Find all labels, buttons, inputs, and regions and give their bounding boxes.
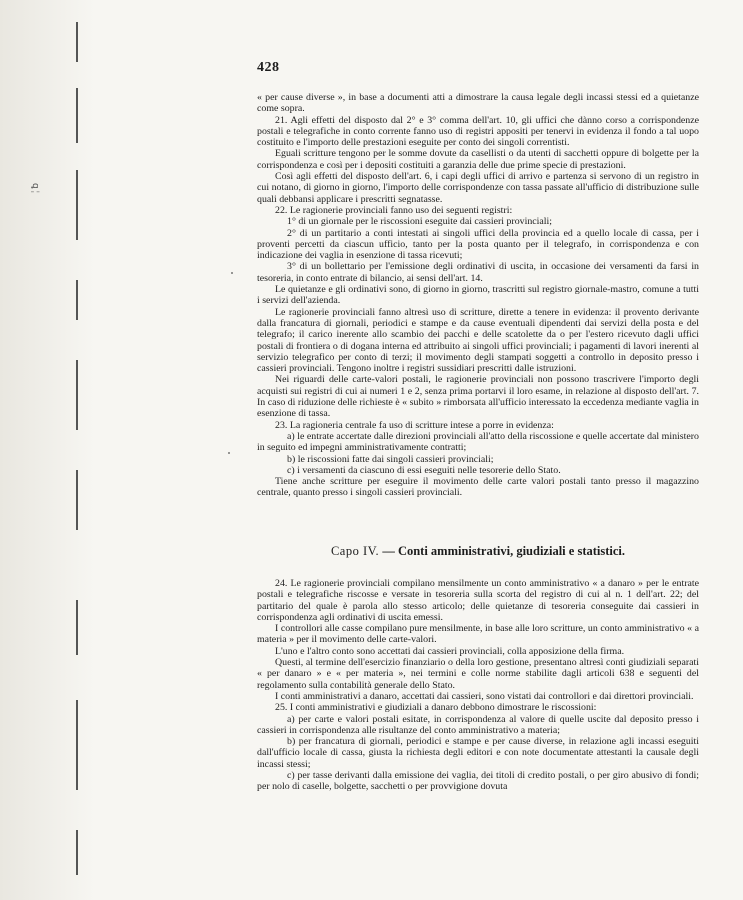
paragraph: 3° di un bollettario per l'emissione degli ordinativi di uscita, in occasione dei versamenti da farsi in tesoreria, in conto entrate di bilancio, ai sensi dell'art. 14. (257, 261, 699, 284)
margin-rule (76, 280, 78, 320)
margin-rule (76, 700, 78, 790)
paragraph: 21. Agli effetti del disposto dal 2° e 3° comma dell'art. 10, gli uffici che dànno corso a corrispondenze postali e telegrafiche in conto corrente fanno uso di registri appositi per tenervi in evidenza il fondo a tal uopo costituito e l'importo delle prestazioni eseguite per conto dei singoli correntisti. (257, 114, 699, 149)
paragraph: 24. Le ragionerie provinciali compilano mensilmente un conto amministrativo « a danaro » per le entrate postali e telegrafiche riscosse e versate in tesoreria sulla scorta del registro di cui al n. 1 dell'art. 22; del partitario del quale è parola allo stesso articolo; delle quietanze di tesoreria conseguite dai cassieri in corrispondenza agli ordinativi di uscita emessi. (257, 578, 699, 623)
paragraph: b) le riscossioni fatte dai singoli cassieri provinciali; (287, 453, 494, 465)
margin-rule (76, 830, 78, 875)
paragraph: c) per tasse derivanti dalla emissione dei vaglia, dei titoli di credito postali, o per giro abusivo di fondi; per nolo di caselle, bolgette, sacchetti o per provvigione dovuta (257, 770, 699, 793)
margin-rule (76, 88, 78, 143)
paragraph: 22. Le ragionerie provinciali fanno uso dei seguenti registri: (275, 204, 513, 216)
paragraph: Tiene anche scritture per eseguire il movimento delle carte valori postali tanto presso il magazzino centrale, quanto presso i singoli cassieri provinciali. (257, 476, 699, 499)
body-text-section-2 (257, 578, 699, 793)
paragraph: Nei riguardi delle carte-valori postali, le ragionerie provinciali non possono trascrivere l'importo degli acquisti sui registri di cui ai numeri 1 e 2, senza prima portarvi il loro esame, in relazione al disposto dell'art. 7. In caso di riduzione delle richieste è « subito » rimborsata all'ufficio interessato la eccedenza mediante vaglia in esenzione di tassa. (257, 374, 699, 420)
paragraph: 23. La ragioneria centrale fa uso di scritture intese a porre in evidenza: (275, 419, 554, 431)
paragraph: Le ragionerie provinciali fanno altresì uso di scritture, dirette a tenere in evidenza: il provento derivante dalla francatura di giornali, periodici e stampe e da cause eventuali dipendenti dai servizi della posta e del telegrafo; il carico inerente allo scambio dei pacchi e delle scatolette da o per l'estero ricevuto dagli uffici postali di frontiera o di dogana interna ed attribuito ai singoli uffici provinciali; i pagamenti di lavori inerenti al servizio telegrafico per conto di terzi; il movimento degli stampati soggetti a controllo in deposito presso i cassieri provinciali. Tengono inoltre i registri sussidiari prescritti dalle istruzioni. (257, 306, 699, 375)
paragraph: c) i versamenti da ciascuno di essi eseguiti nelle tesorerie dello Stato. (287, 464, 561, 476)
paragraph: Questi, al termine dell'esercizio finanziario o della loro gestione, presentano altresì conti giudiziali separati « per danaro » e « per materia », nei termini e colle norme stabilite dagli articoli 638 e seguenti del regolamento sulla contabilità generale dello Stato. (257, 657, 699, 691)
speck (228, 452, 230, 454)
chapter-number: Capo IV. (330, 544, 380, 558)
paragraph: 1° di un giornale per le riscossioni eseguite dai cassieri provinciali; (287, 216, 553, 228)
page-number: 428 (257, 60, 280, 75)
speck (231, 272, 233, 274)
paragraph: 2° di un partitario a conti intestati ai singoli uffici della provincia ed a quello locale di cassa, per i proventi percetti da ciascun ufficio, tanto per la posta quanto per il telegrafo, in corrispondenza e con indicazione dei vaglia in esenzione di tassa ricevuti; (257, 227, 699, 262)
paragraph: « per cause diverse », in base a documenti atti a dimostrare la causa legale degli incassi stessi ed a quietanze come sopra. (257, 92, 699, 115)
body-text-section-1 (257, 92, 699, 499)
paragraph: I controllori alle casse compilano pure mensilmente, in base alle loro scritture, un conto amministrativo « a materia » per il movimento delle carte-valori. (257, 623, 699, 646)
chapter-heading (257, 544, 699, 559)
paragraph: Le quietanze e gli ordinativi sono, di giorno in giorno, trascritti sul registro giornale-mastro, comune a tutti i servizi dell'azienda. (257, 284, 699, 307)
paragraph: 25. I conti amministrativi e giudiziali a danaro debbono dimostrare le riscossioni: (275, 702, 597, 714)
chapter-title: — Conti amministrativi, giudiziali e statistici. (382, 544, 626, 558)
scan-margin (0, 0, 95, 900)
margin-rule (76, 360, 78, 430)
paragraph: Eguali scritture tengono per le somme dovute da casellisti o da utenti di sacchetti oppure di bolgette per la corrispondenza e così per i depositi costituiti a garanzia delle due prime specie di prestazioni. (257, 148, 699, 171)
margin-rule (76, 22, 78, 62)
paragraph: a) per carte e valori postali esitate, in corrispondenza al valore di quelle uscite dal deposito presso i cassieri in corrispondenza alle risultanze del conto amministrativo a materia; (257, 713, 699, 736)
paragraph: Così agli effetti del disposto dell'art. 6, i capi degli uffici di arrivo e partenza si servono di un registro in cui notano, di giorno in giorno, l'importo delle corrispondenze con tassa passate all'ufficio di distribuzione sulle quali debbansi applicare i prescritti segnatasse. (257, 171, 699, 205)
paragraph: I conti amministrativi a danaro, accettati dai cassieri, sono vistati dai controllori e dai direttori provinciali. (275, 690, 694, 702)
margin-rule (76, 170, 78, 240)
gutter-mark: ꝗ ¦ (31, 183, 41, 193)
paragraph: b) per francatura di giornali, periodici e stampe e per cause diverse, in relazione agli incassi eseguiti dall'ufficio locale di cassa, giusta la richiesta degli editori e con note documentate attestanti la causale degli incassi stessi; (257, 736, 699, 770)
paragraph: L'uno e l'altro conto sono accettati dai cassieri provinciali, colla apposizione della firma. (275, 645, 625, 657)
paragraph: a) le entrate accertate dalle direzioni provinciali all'atto della riscossione e quelle accertate dal ministero in seguito ed impegni amministrativamente contratti; (257, 430, 699, 454)
margin-rule (76, 600, 78, 655)
margin-rule (76, 470, 78, 530)
